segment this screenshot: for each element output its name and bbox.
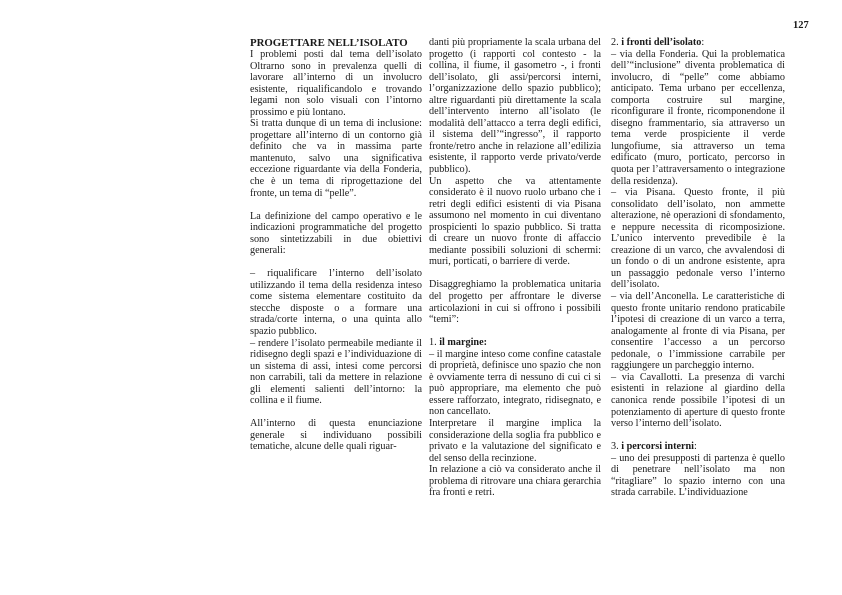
paragraph: – via della Fonderia. Qui la problematica dell’“inclusione” diventa problematica di involucro, di “pelle” come abbiamo anticipato. Tema urbano per eccellenza, comporta costruire sul margine, riconfigurare il fronte, ricomponendone il disegno frammentario, sia attraverso un tema verde prospiciente il verde lungofiume, sia attraverso un tema edificato (muro, porticato, percorso in quota per l’attraversamento o integrazione della residenza).	[611, 48, 785, 187]
section-colon: :	[701, 37, 705, 48]
paragraph: All’interno di questa enunciazione generale si individuano possibili tematiche, alcune delle quali riguar-	[250, 418, 422, 453]
paragraph: – rendere l’isolato permeabile mediante il ridisegno degli spazi e l’individuazione di un sistema di assi, intesi come percorsi non carrabili, tali da mettere in relazione gli elementi salienti dell’intorno: la collina e il fiume.	[250, 337, 422, 407]
column-3	[611, 37, 785, 499]
section-heading-fronti	[611, 37, 785, 49]
paragraph: – uno dei presupposti di partenza è quello di penetrare nell’isolato ma non “ritagliare” lo spazio interno con una strada carrabile. L’individuazione	[611, 452, 785, 499]
section-heading-percorsi	[611, 441, 785, 453]
paragraph: danti più propriamente la scala urbana del progetto (i rapporti col contesto - la collina, il fiume, il gasometro -, i fronti dell’isolato, gli assi/percorsi interni, l’organizzazione dello spazio pubblico); altre riguardanti più direttamente la scala dell’intervento interno all’isolato (le modalità dell’attacco a terra degli edifici, il sistema dell’“ingresso”, il rapporto fronte/retro anche in relazione all’edilizia esistente, il rapporto verde privato/verde pubblico).	[429, 37, 601, 176]
paragraph: Un aspetto che va attentamente considerato è il nuovo ruolo urbano che i retri degli edifici esistenti di via Pisana assumono nel momento in cui diventano prospicienti lo spazio pubblico. Si tratta di creare un nuovo fronte di affaccio mediante possibili soluzioni di schermi: muri, porticati, o barriere di verde.	[429, 175, 601, 268]
column-2	[429, 37, 601, 499]
paragraph: Disaggreghiamo la problematica unitaria del progetto per affrontare le diverse articolazioni in cui si offrono i possibili “temi”:	[429, 279, 601, 326]
paragraph: In relazione a ciò va considerato anche il problema di ritrovare una chiara gerarchia fra fronti e retri.	[429, 464, 601, 499]
paragraph: I problemi posti dal tema dell’isolato Oltrarno sono in prevalenza quelli di lavorare all’interno di un involucro esistente, riqualificandolo e trovando legami non solo visuali con l’intorno prossimo e più lontano.	[250, 49, 422, 118]
section-heading-margine	[429, 337, 601, 349]
page-number: 127	[793, 20, 809, 31]
section-title: il margine:	[439, 337, 488, 349]
paragraph: – via Pisana. Questo fronte, il più consolidato dell’isolato, non ammette alterazione, nè operazioni di sfondamento, e neppure necessita di ricomposizione. L’unico intervento prevedibile è la creazione di un varco, che avvalendosi di un fondo o di un androne esistente, apra un passaggio pedonale verso l’interno dell’isolato.	[611, 187, 785, 291]
section-number: 2.	[611, 37, 622, 48]
paragraph: – il margine inteso come confine catastale di proprietà, definisce uno spazio che non è ovviamente terra di nessuno di cui ci si può appropriare, ma elemento che può essere rafforzato, integrato, ridisegnato, e non cancellato.	[429, 348, 601, 418]
section-number: 3.	[611, 441, 622, 453]
paragraph: La definizione del campo operativo e le indicazioni programmatiche del progetto sono sintetizzabili in due obiettivi generali:	[250, 210, 422, 257]
paragraph: – riqualificare l’interno dell’isolato utilizzando il tema della residenza inteso come sistema elementare costituito da stecche disposte o a formare una strada/corte interna, o una quinta allo spazio pubblico.	[250, 268, 422, 338]
section-title: i percorsi interni	[621, 441, 694, 453]
paragraph: Si tratta dunque di un tema di inclusione: progettare all’interno di un contorno già definito che va in massima parte mantenuto, salvo una significativa eccezione riguardante via della Fonderia, che è un tema di riprogettazione del fronte, un tema di “pelle”.	[250, 118, 422, 199]
paragraph: Interpretare il margine implica la considerazione della soglia fra pubblico e privato e la valutazione del significato e del senso della recinzione.	[429, 417, 601, 464]
section-title: i fronti dell’isolato	[621, 37, 702, 48]
column-1	[250, 37, 422, 453]
section-colon: :	[694, 441, 697, 453]
page-heading: PROGETTARE NELL’ISOLATO	[250, 37, 408, 49]
paragraph: – via Cavallotti. La presenza di varchi esistenti in relazione al giardino della canonica rende possibile l’ipotesi di un potenziamento di aperture di questo fronte verso l’interno dell’isolato.	[611, 371, 785, 430]
section-number: 1.	[429, 337, 440, 349]
paragraph: – via dell’Anconella. Le caratteristiche di questo fronte unitario rendono praticabile l’ipotesi di creazione di un varco a terra, analogamente al fronte di via Pisana, per consentire l’accesso a un percorso pedonale, o l’immissione carrabile per raggiungere un parcheggio interno.	[611, 291, 785, 372]
